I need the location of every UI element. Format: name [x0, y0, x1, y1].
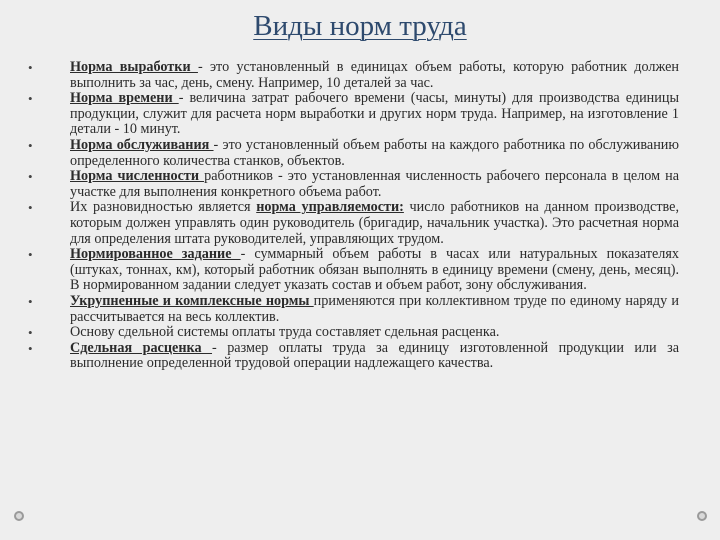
bullet-item-sdelnaya-rascenka [28, 341, 679, 372]
slide-title: Виды норм труда [253, 10, 467, 42]
bullet-text: - это установленный объем работы на каждого работника по обслуживанию определенного количества станков, объектов. [70, 136, 679, 169]
term-norma-chislennosti: Норма численности [70, 168, 205, 185]
bullet-item-sdelnaya-sistema [28, 325, 679, 341]
bullet-item-norma-vremeni [28, 91, 679, 138]
bullet-text: Основу сдельной системы оплаты труда составляет сдельная расценка. [70, 324, 500, 341]
term-normirovannoe-zadanie: Нормированное задание [70, 246, 241, 263]
bullet-text: число работников на данном производстве, которым должен управлять один руководитель (бригадир, начальник участка). Это расчетная норма для определения штата руководителей, управляющих трудом. [70, 199, 679, 247]
bullet-item-norma-vyrabotki [28, 60, 679, 91]
bullet-item-norma-obsluzhivaniya [28, 138, 679, 169]
bullet-item-norma-upravlyaemosti [28, 200, 679, 247]
bullet-text: применяются при коллективном труде по единому наряду и рассчитывается на весь коллектив. [70, 292, 679, 325]
bullet-list [28, 60, 679, 372]
term-norma-obsluzhivaniya: Норма обслуживания [70, 136, 214, 153]
bullet-item-norma-chislennosti [28, 169, 679, 200]
next-slide-dot[interactable] [697, 511, 707, 521]
bullet-text: - это установленный в единицах объем работы, которую работник должен выполнить за час, день, смену. Например, 10 деталей за час. [70, 59, 679, 91]
term-norma-vremeni: Норма времени [70, 90, 179, 107]
term-ukrupnennye-normy: Укрупненные и комплексные нормы [70, 292, 314, 309]
bullet-text: - размер оплаты труда за единицу изготовленной продукции или за выполнение определенной трудовой операции надлежащего качества. [70, 339, 680, 372]
bullet-text: - величина затрат рабочего времени (часы, минуты) для производства единицы продукции, служит для расчета норм выработки и других норм труда. Например, на изготовление 1 детали - 10 минут. [70, 90, 679, 138]
term-norma-upravlyaemosti: норма управляемости: [256, 199, 404, 216]
bullet-text-lead: Их разновидностью является [70, 199, 257, 216]
term-sdelnaya-rascenka: Сдельная расценка [70, 339, 213, 356]
bullet-item-ukrupnennye-normy [28, 294, 679, 325]
term-norma-vyrabotki: Норма выработки [70, 59, 198, 75]
previous-slide-dot[interactable] [14, 511, 24, 521]
bullet-text: - суммарный объем работы в часах или натуральных показателях (штуках, тоннах, км), который работник обязан выполнять в единицу времени (смену, день, месяц). В нормированном задании следует указать состав и объем работ, зону обслуживания. [70, 246, 680, 294]
bullet-text: работников - это установленная численность рабочего персонала в целом на участке для выполнения конкретного объема работ. [70, 168, 680, 200]
bullet-item-normirovannoe-zadanie [28, 247, 679, 294]
